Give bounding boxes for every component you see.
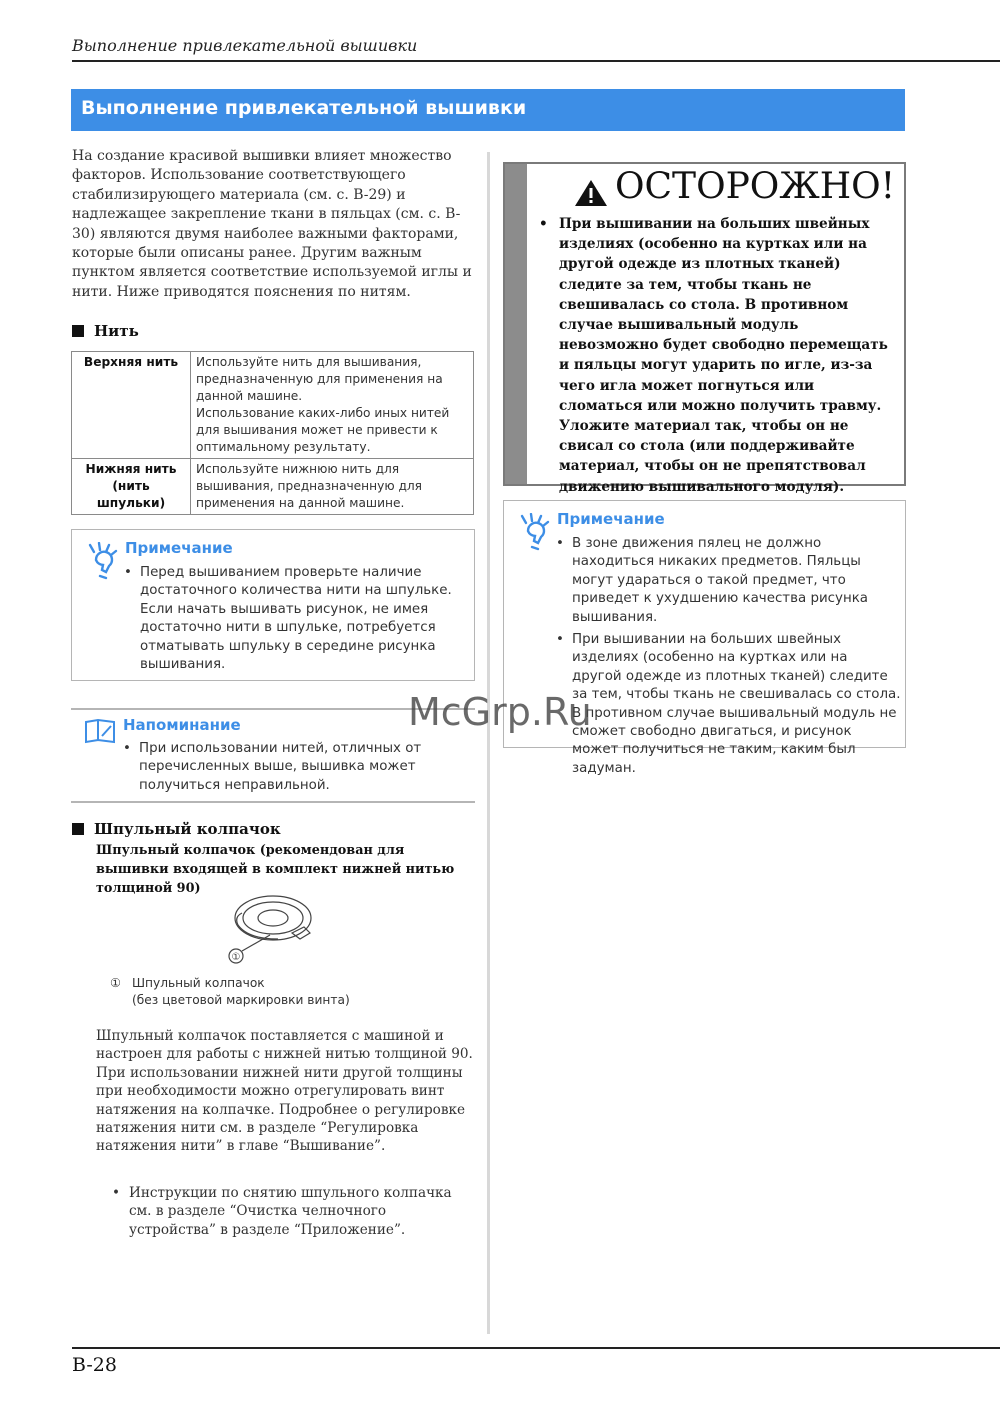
reminder-bottom-rule <box>71 801 475 803</box>
list-item: • При вышивании на больших швейных изделиях (особенно на куртках или на другой одежде из плотных тканей) следите за тем, чтобы ткань не свешивалась со стола. В противном случае вышивальный модуль не сможет свободно двигаться, и рисунок может получиться не таким, каким был задуман. <box>556 631 901 778</box>
thread-row-text-value: Используйте нить для вышивания, предназначенную для применения на данной машине. Использование каких-либо иных нитей для вышивания может не привести к оптимальному результату. <box>196 355 450 454</box>
caption-line-2: (без цветовой маркировки винта) <box>132 993 350 1007</box>
bobbin-case-illustration <box>222 893 322 965</box>
header-rule <box>72 60 1000 62</box>
reminder-list <box>123 740 463 795</box>
figure-caption <box>110 975 350 1009</box>
page-number: B-28 <box>72 1354 117 1376</box>
list-item: • При вышивании на больших швейных изделиях (особенно на куртках или на другой одежде из плотных тканей) следите за тем, чтобы ткань не свешивалась со стола. В противном случае вышивальный модуль невозможно будет свободно перемещать и пяльцы могут ударить по игле, из-за чего игла может погнуться или сломаться или можно получить травму. Уложите материал так, чтобы он не свисал со стола (или поддерживайте материал, чтобы он не препятствовал движению вышивального модуля). <box>537 214 899 497</box>
note-icon <box>518 513 552 553</box>
warning-triangle-icon <box>573 178 609 208</box>
reminder-title: Напоминание <box>123 716 241 734</box>
thread-heading: Нить <box>72 322 139 340</box>
footer-rule <box>72 1347 1000 1349</box>
caution-box <box>503 162 906 495</box>
note-list-right <box>556 535 901 778</box>
list-item: • При использовании нитей, отличных от перечисленных выше, вышивка может получиться неправильной. <box>123 740 463 795</box>
thread-row-text: Используйте нижнюю нить для вышивания, предназначенную для применения на данной машине. <box>191 459 474 515</box>
bobbin-body-text: Шпульный колпачок поставляется с машиной и настроен для работы с нижней нитью толщиной 90. При использовании нижней нити другой толщины при необходимости можно отрегулировать винт натяжения на колпачке. Подробнее о регулировке натяжения нити см. в разделе “Регулировка натяжения нити” в главе “Вышивание”. <box>96 1028 473 1155</box>
caution-side-bar <box>505 164 527 484</box>
bobbin-heading: Шпульный колпачок <box>72 820 281 838</box>
square-bullet-icon <box>72 325 84 337</box>
thread-row-label: Нижняя нить (нить шпульки) <box>72 459 191 515</box>
reminder-book-icon <box>84 718 116 746</box>
callout-number: ① <box>231 952 241 963</box>
watermark: McGrp.Ru <box>408 690 592 734</box>
list-item: • Инструкции по снятию шпульного колпачка см. в разделе “Очистка челночного устройства” в разделе “Приложение”. <box>112 1184 472 1239</box>
intro-paragraph: На создание красивой вышивки влияет множество факторов. Использование соответствующего стабилизирующего материала (см. с. B-29) и надлежащее закрепление ткани в пяльцах (см. с. B-30) являются двумя наиболее важными факторами, которые были описаны ранее. Другим важным пунктом является соответствие используемой иглы и нити. Ниже приводятся пояснения по нитям. <box>72 148 472 300</box>
thread-row-text <box>191 352 474 459</box>
table-row <box>72 352 474 459</box>
page-title: Выполнение привлекательной вышивки <box>81 97 527 119</box>
thread-table <box>71 351 474 515</box>
bobbin-subheading: Шпульный колпачок (рекомендован для вышивки входящей в комплект нижней нитью толщиной 90) <box>96 843 455 896</box>
caption-number: ① <box>110 976 121 990</box>
thread-row-label: Верхняя нить <box>72 352 191 459</box>
list-item: • В зоне движения пялец не должно находиться никаких предметов. Пяльцы могут удараться о такой предмет, что приведет к ухудшению качества рисунка вышивания. <box>556 535 901 627</box>
note-title-left: Примечание <box>125 539 233 557</box>
note-icon <box>86 542 120 582</box>
note-title-right: Примечание <box>557 510 665 528</box>
bobbin-bullet-list <box>112 1184 472 1239</box>
table-row <box>72 459 474 515</box>
list-item: • Перед вышиванием проверьте наличие достаточного количества нити на шпульке. Если начать вышивать рисунок, не имея достаточно нити в шпульке, потребуется отматывать шпульку в середине рисунка вышивания. <box>124 564 464 674</box>
running-header: Выполнение привлекательной вышивки <box>72 36 418 55</box>
caption-line-1: Шпульный колпачок <box>132 976 265 990</box>
section-title-band <box>71 89 905 131</box>
caution-title: ОСТОРОЖНО! <box>615 166 896 207</box>
note-box-left <box>71 529 475 681</box>
note-list-left <box>124 564 464 674</box>
column-divider <box>487 152 490 1334</box>
square-bullet-icon <box>72 823 84 835</box>
caution-list <box>537 214 899 497</box>
